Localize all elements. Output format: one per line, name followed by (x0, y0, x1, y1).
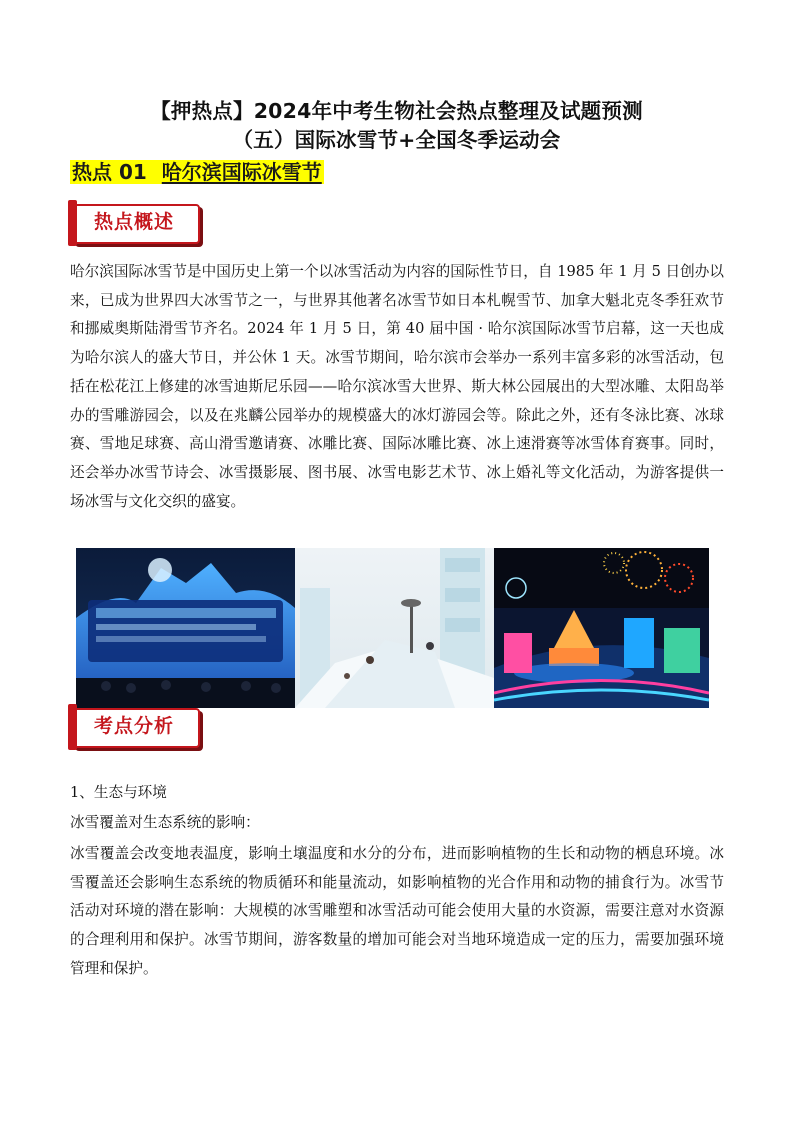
hotspot-topic: 哈尔滨国际冰雪节 (161, 160, 322, 184)
analysis-body: 冰雪覆盖会改变地表温度，影响土壤温度和水分的分布，进而影响植物的生长和动物的栖息环境。冰雪覆盖还会影响生态系统的物质循环和能量流动，如影响植物的光合作用和动物的捕食行为。冰雪节活动对环境的潜在影响：大规模的冰雪雕塑和冰雪活动可能会使用大量的水资源，需要注意对水资源的合理利用和保护。冰雪节期间，游客数量的增加可能会对当地环境造成一定的压力，需要加强环境管理和保护。 (70, 845, 724, 977)
overview-paragraph: 哈尔滨国际冰雪节是中国历史上第一个以冰雪活动为内容的国际性节日，自 1985 年 1 月 5 日创办以来，已成为世界四大冰雪节之一，与世界其他著名冰雪节如日本札幌雪节、加拿大魁北克冬季狂欢节和挪威奥斯陆滑雪节齐名。2024 年 1 月 5 日，第 40 届中国 · 哈尔滨国际冰雪节启幕，这一天也成为哈尔滨人的盛大节日，并公休 1 天。冰雪节期间，哈尔滨市会举办一系列丰富多彩的冰雪活动，包括在松花江上修建的冰雪迪斯尼乐园——哈尔滨冰雪大世界、斯大林公园展出的大型冰雕、太阳岛举办的雪雕游园会，以及在兆麟公园举办的规模盛大的冰灯游园会等。除此之外，还有冬泳比赛、冰球赛、雪地足球赛、高山滑雪邀请赛、冰雕比赛、国际冰雕比赛、冰上速滑赛等冰雪体育赛事。同时，还会举办冰雪节诗会、冰雪摄影展、图书展、冰雪电影艺术节、冰上婚礼等文化活动，为游客提供一场冰雪与文化交织的盛宴。 (70, 263, 724, 510)
analysis-label: 考点分析 (93, 715, 174, 737)
hotspot-heading (70, 159, 324, 185)
overview-label: 热点概述 (93, 211, 174, 233)
night-lantern-illustration (494, 548, 709, 708)
ice-sculpture-photo (295, 548, 494, 708)
photo-gallery (76, 548, 709, 708)
overview-section-badge (68, 200, 203, 248)
analysis-subheading: 冰雪覆盖对生态系统的影响： (70, 814, 260, 831)
hotspot-gap (149, 160, 160, 184)
hotspot-prefix: 热点 01 (72, 160, 147, 184)
document-title-line2: （五）国际冰雪节+全国冬季运动会 (232, 128, 561, 152)
ice-festival-stage-photo (76, 548, 295, 708)
night-ice-lantern-photo (494, 548, 709, 708)
document-title-line1: 【押热点】2024年中考生物社会热点整理及试题预测 (150, 99, 643, 123)
analysis-section-badge (68, 704, 203, 752)
ice-sculpture-illustration (295, 548, 494, 708)
stage-photo-illustration (76, 548, 295, 708)
analysis-heading: 1、生态与环境 (70, 784, 167, 801)
